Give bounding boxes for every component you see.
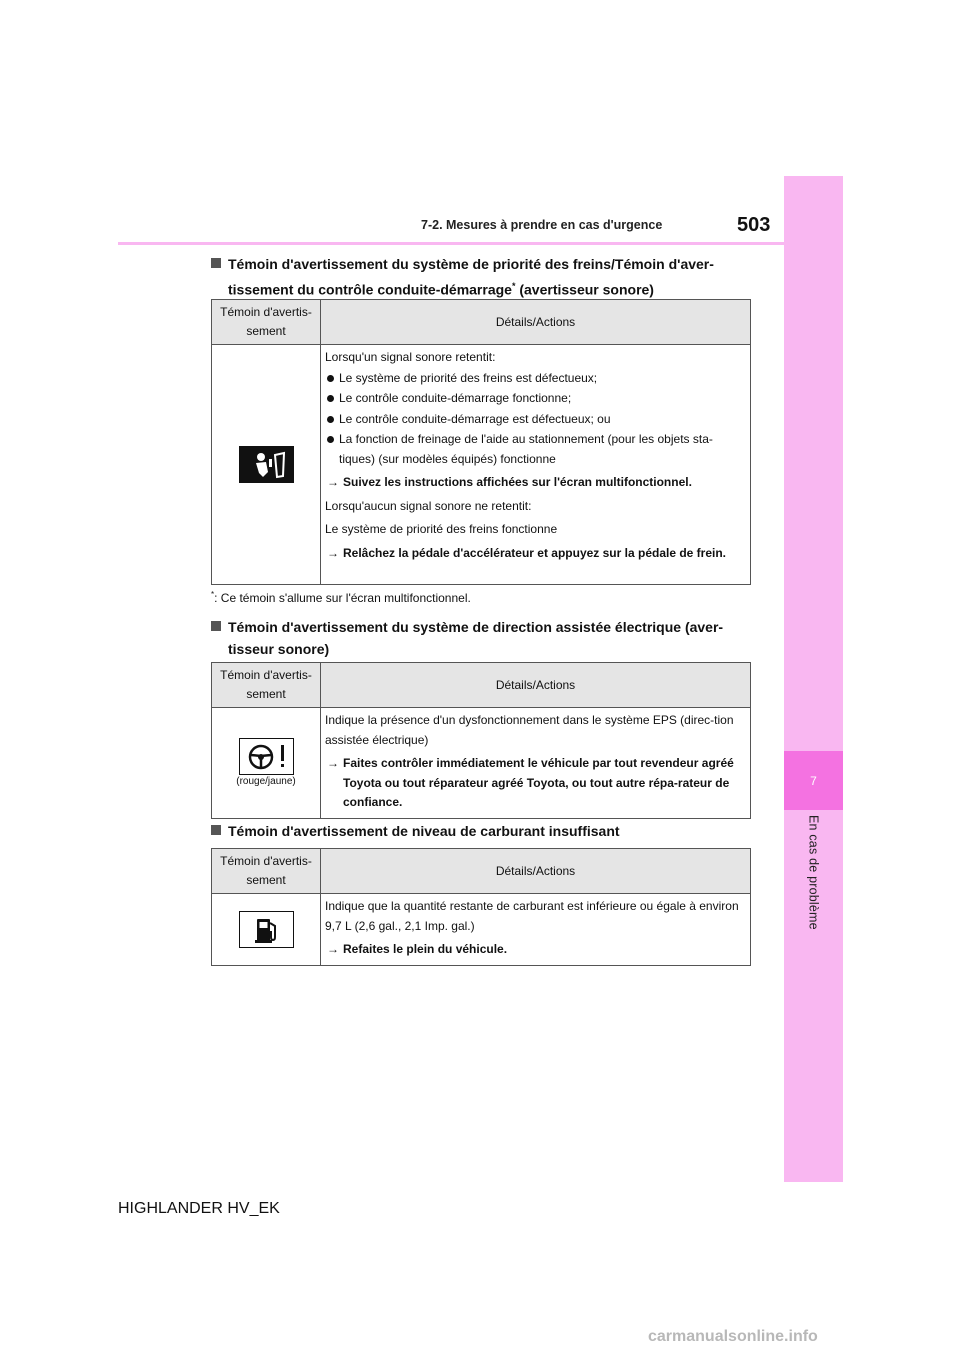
column-header-details: Détails/Actions [321,663,751,708]
chapter-title-text: En cas de problème [806,815,821,930]
action-item: → Suivez les instructions affichées sur l'écran multifonctionnel. [325,473,744,493]
brake-override-warning-icon [239,446,294,483]
action-item: → Refaites le plein du véhicule. [325,940,744,960]
section-heading-fuel: Témoin d'avertissement de niveau de carburant insuffisant [211,820,756,842]
column-header-indicator: Témoin d'avertis-sement [212,849,321,894]
column-header-details: Détails/Actions [321,300,751,345]
action-item: → Faites contrôler immédiatement le véhicule par tout revendeur agréé Toyota ou tout réparateur agréé Toyota, ou tout autre répa-rateur de confiance. [325,754,744,813]
details-cell: Indique que la quantité restante de carburant est inférieure ou égale à environ 9,7 L (2,6 gal., 2,1 Imp. gal.) → Refaites le plein du véhicule. [321,894,751,966]
section-heading-brake-override: Témoin d'avertissement du système de priorité des freins/Témoin d'aver- tissement du contrôle conduite-démarrage* (avertisseur sonore) [211,253,756,301]
list-item: Le système de priorité des freins est défectueux; [325,369,744,389]
square-bullet-icon [211,621,221,631]
model-name: HIGHLANDER HV_EK [118,1200,280,1217]
page-number: 503 [737,214,771,236]
icon-color-note: (rouge/jaune) [236,776,296,788]
fuel-pump-icon [239,911,294,948]
action-item: → Relâchez la pédale d'accélérateur et appuyez sur la pédale de frein. [325,544,744,564]
list-item: La fonction de freinage de l'aide au stationnement (pour les objets sta-tiques) (sur modèles équipés) fonctionne [325,430,744,469]
section-heading-eps: Témoin d'avertissement du système de direction assistée électrique (aver- tisseur sonore) [211,616,756,660]
warning-table-eps [211,662,751,819]
watermark: carmanualsonline.info [648,1328,818,1345]
column-header-details: Détails/Actions [321,849,751,894]
steering-wheel-warning-icon [239,738,294,775]
warning-table-brake-override [211,299,751,585]
chapter-title-vertical [784,815,843,945]
details-cell: Indique la présence d'un dysfonctionnement dans le système EPS (direc-tion assistée électrique) → Faites contrôler immédiatement le véhicule par tout revendeur agréé Toyota ou tout réparateur agréé Toyota, ou tout autre répa-rateur de confiance. [321,708,751,819]
list-item: Le contrôle conduite-démarrage est défectueux; ou [325,410,744,430]
list-item: Le contrôle conduite-démarrage fonctionne; [325,389,744,409]
chapter-number-tab[interactable]: 7 [784,751,843,810]
details-cell: Lorsqu'un signal sonore retentit: Le système de priorité des freins est défectueux; Le contrôle conduite-démarrage fonctionne; Le contrôle conduite-démarrage est défectueux; ou La fonction de freinage de l'aide au stationnement (pour les objets sta-tiques) (sur modèles équipés) fonctionne → Suivez les instructions affichées sur l'écran multifonctionnel. Lorsqu'aucun signal sonore ne retentit: Le système de priorité des freins fonctionne → Relâchez la pédale d'accélérateur et appuyez sur la pédale de frein. [321,345,751,585]
footnote: *: Ce témoin s'allume sur l'écran multifonctionnel. [211,590,471,605]
square-bullet-icon [211,825,221,835]
column-header-indicator: Témoin d'avertis-sement [212,663,321,708]
warning-table-fuel [211,848,751,966]
column-header-indicator: Témoin d'avertis-sement [212,300,321,345]
header-divider [118,242,784,245]
square-bullet-icon [211,258,221,268]
section-header-title: 7-2. Mesures à prendre en cas d'urgence [421,218,663,232]
chapter-side-band [784,176,843,1182]
